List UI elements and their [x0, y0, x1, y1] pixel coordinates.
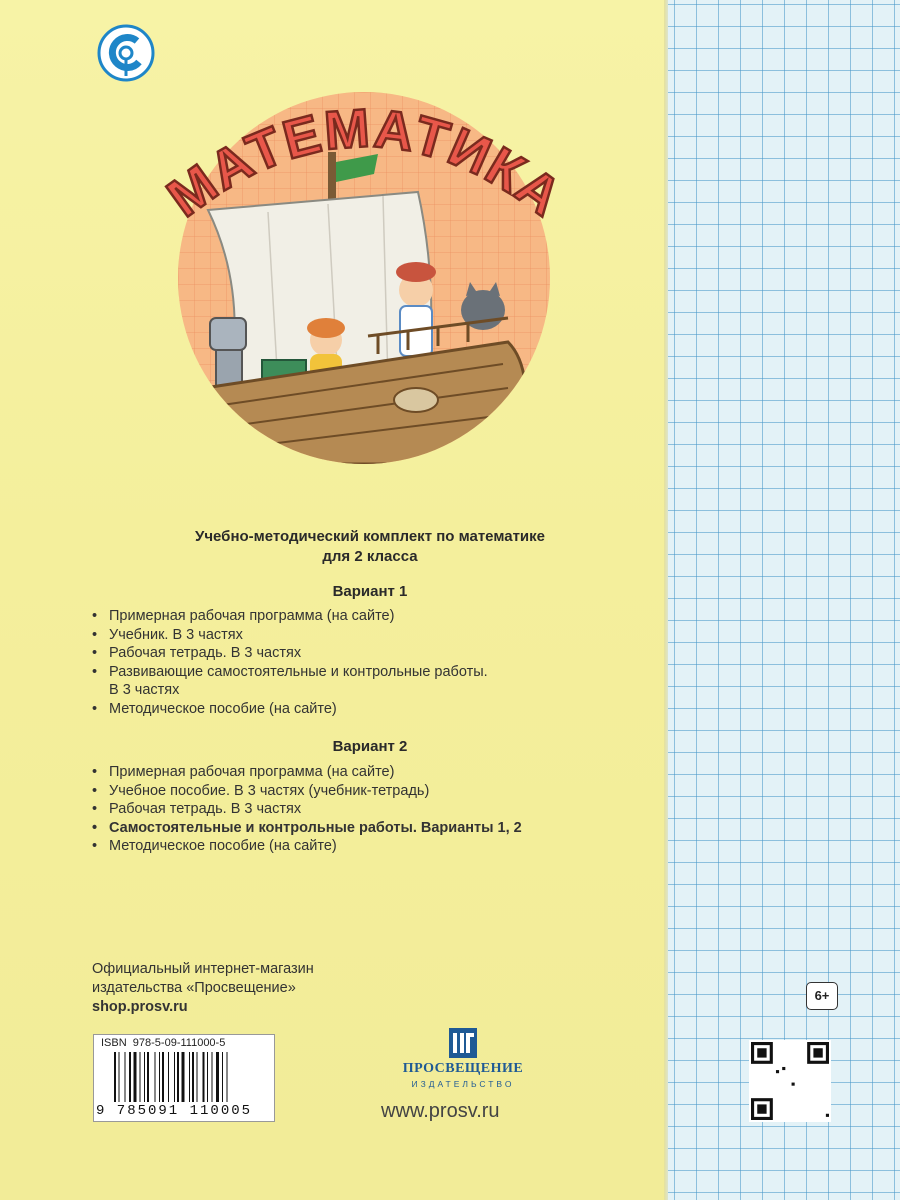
age-rating-badge: 6+	[806, 982, 838, 1010]
svg-text:МАТЕМАТИКА: МАТЕМАТИКА	[156, 98, 574, 229]
variant-1-title: Вариант 1	[332, 583, 408, 600]
publisher-logo	[382, 1027, 544, 1097]
shop-info	[92, 960, 314, 1017]
variant-2-title: Вариант 2	[332, 738, 408, 755]
list-item: • Методическое пособие (на сайте)	[92, 700, 612, 719]
series-logo-icon	[97, 24, 155, 82]
list-item: • Примерная рабочая программа (на сайте)	[92, 763, 612, 782]
publisher-website: www.prosv.ru	[381, 1100, 500, 1122]
isbn-label: ISBN 978-5-09-111000-5	[101, 1037, 226, 1049]
publisher-subtitle: ИЗДАТЕЛЬСТВО	[411, 1079, 515, 1089]
cover-title	[140, 82, 590, 242]
list-item: • Учебник. В 3 частях	[92, 626, 612, 645]
barcode-icon	[114, 1052, 264, 1102]
publisher-name: ПРОСВЕЩЕНИЕ	[402, 1061, 524, 1076]
qr-code-icon	[749, 1040, 831, 1122]
list-item: • Развивающие самостоятельные и контрольные работы. В 3 частях	[92, 663, 612, 700]
shop-line: Официальный интернет-магазин	[92, 961, 314, 977]
list-item: • Методическое пособие (на сайте)	[92, 837, 612, 856]
publisher-mark-icon	[448, 1027, 478, 1059]
list-item: • Примерная рабочая программа (на сайте)	[92, 607, 612, 626]
list-item: • Самостоятельные и контрольные работы. Варианты 1, 2	[92, 819, 612, 838]
isbn-digits: 9 785091 110005	[96, 1103, 253, 1119]
kit-description	[120, 527, 620, 567]
list-item: • Учебное пособие. В 3 частях (учебник-тетрадь)	[92, 782, 612, 801]
variant-1-list	[92, 607, 612, 718]
variant-2-list	[92, 763, 612, 856]
shop-line: издательства «Просвещение»	[92, 980, 296, 996]
kit-description-line: Учебно-методический комплект по математике	[195, 528, 545, 545]
grid-paper-panel	[668, 0, 900, 1200]
list-item: • Рабочая тетрадь. В 3 частях	[92, 644, 612, 663]
shop-url: shop.prosv.ru	[92, 999, 188, 1015]
list-item: • Рабочая тетрадь. В 3 частях	[92, 800, 612, 819]
isbn-barcode	[93, 1034, 275, 1122]
kit-description-line: для 2 класса	[322, 548, 418, 565]
